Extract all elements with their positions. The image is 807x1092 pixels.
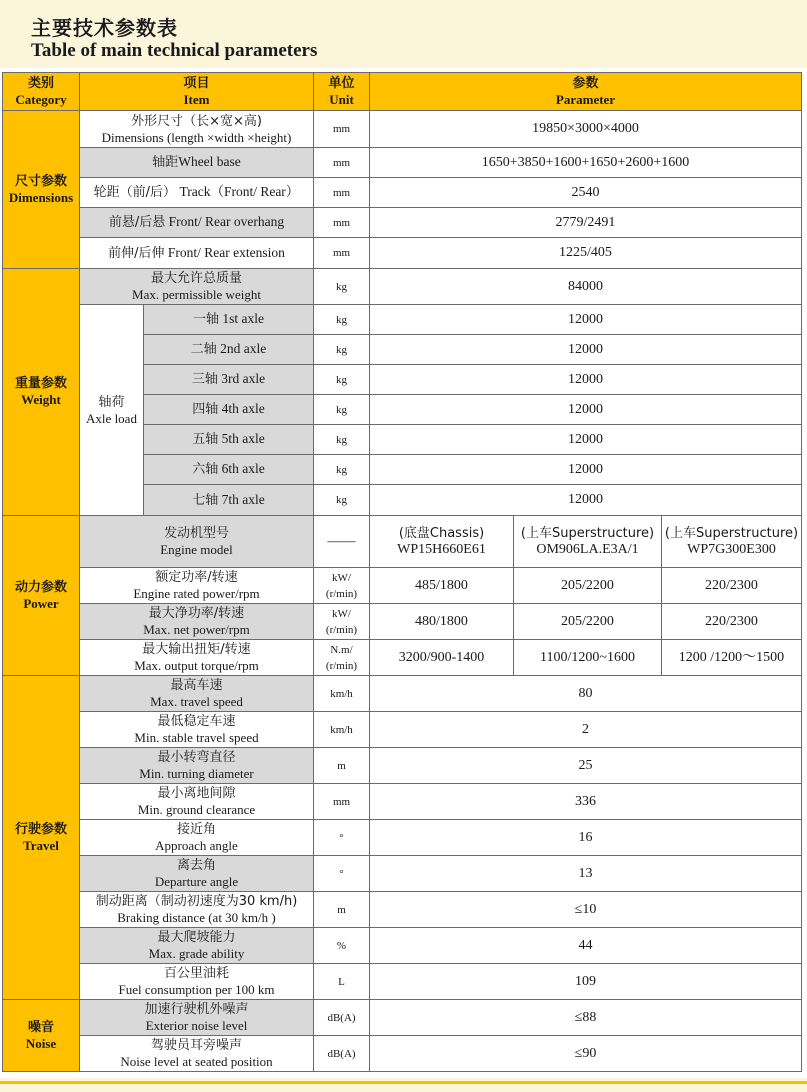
- value-cell: ≤90: [370, 1036, 802, 1072]
- table-row: [3, 604, 802, 640]
- footer-band: [0, 1078, 807, 1092]
- unit-cell: dB(A): [314, 1036, 370, 1072]
- unit-cell: km/h: [314, 712, 370, 748]
- item-label: 三轴 3rd axle: [144, 365, 314, 395]
- unit-cell: kg: [314, 425, 370, 455]
- unit-cell: kW/ (r/min): [314, 568, 370, 604]
- axle-load-group: 轴荷 Axle load: [80, 305, 144, 516]
- table-row: [3, 712, 802, 748]
- item-label: 轮距（前/后） Track（Front/ Rear）: [80, 178, 314, 208]
- table-row: [3, 208, 802, 238]
- unit-cell: mm: [314, 238, 370, 269]
- value-cell: 1200 /1200～1500: [662, 640, 802, 676]
- item-label: 最低稳定车速 Min. stable travel speed: [80, 712, 314, 748]
- page-title-cn: 主要技术参数表: [31, 16, 178, 40]
- unit-cell: kg: [314, 485, 370, 516]
- item-label: 发动机型号 Engine model: [80, 516, 314, 568]
- value-cell: 485/1800: [370, 568, 514, 604]
- table-header-row: [3, 73, 802, 111]
- value-cell: 336: [370, 784, 802, 820]
- value-cell: 220/2300: [662, 604, 802, 640]
- item-label: 百公里油耗 Fuel consumption per 100 km: [80, 964, 314, 1000]
- item-label: 轴距Wheel base: [80, 148, 314, 178]
- item-label: 驾驶员耳旁噪声 Noise level at seated position: [80, 1036, 314, 1072]
- value-cell: (底盘Chassis) WP15H660E61: [370, 516, 514, 568]
- item-label: 七轴 7th axle: [144, 485, 314, 516]
- table-row: [3, 1036, 802, 1072]
- unit-cell: mm: [314, 148, 370, 178]
- value-cell: 16: [370, 820, 802, 856]
- value-cell: 12000: [370, 485, 802, 516]
- title-banner: [0, 0, 807, 68]
- item-label: 四轴 4th axle: [144, 395, 314, 425]
- unit-cell: m: [314, 748, 370, 784]
- value-cell: 480/1800: [370, 604, 514, 640]
- unit-cell: kg: [314, 365, 370, 395]
- item-label: 最大净功率/转速 Max. net power/rpm: [80, 604, 314, 640]
- table-row: [3, 111, 802, 148]
- value-cell: 1225/405: [370, 238, 802, 269]
- value-cell: 25: [370, 748, 802, 784]
- unit-cell: kg: [314, 455, 370, 485]
- table-row: [3, 784, 802, 820]
- unit-cell: m: [314, 892, 370, 928]
- value-cell: 12000: [370, 395, 802, 425]
- value-cell: 19850×3000×4000: [370, 111, 802, 148]
- value-cell: 1650+3850+1600+1650+2600+1600: [370, 148, 802, 178]
- value-cell: 2779/2491: [370, 208, 802, 238]
- table-row: [3, 1000, 802, 1036]
- item-label: 最大输出扭矩/转速 Max. output torque/rpm: [80, 640, 314, 676]
- unit-cell: mm: [314, 208, 370, 238]
- unit-cell: kW/ (r/min): [314, 604, 370, 640]
- value-cell: 12000: [370, 365, 802, 395]
- value-cell: 205/2200: [514, 568, 662, 604]
- item-label: 前伸/后伸 Front/ Rear extension: [80, 238, 314, 269]
- value-cell: 220/2300: [662, 568, 802, 604]
- item-label: 外形尺寸（长×宽×高) Dimensions (length ×width ×height): [80, 111, 314, 148]
- value-cell: 1100/1200~1600: [514, 640, 662, 676]
- value-cell: 44: [370, 928, 802, 964]
- table-row: [3, 269, 802, 305]
- unit-cell: mm: [314, 178, 370, 208]
- table-row: [3, 820, 802, 856]
- unit-cell: mm: [314, 784, 370, 820]
- value-cell: (上车Superstructure) OM906LA.E3A/1: [514, 516, 662, 568]
- item-label: 接近角 Approach angle: [80, 820, 314, 856]
- category-weight: 重量参数 Weight: [3, 269, 80, 516]
- unit-cell: N.m/ (r/min): [314, 640, 370, 676]
- unit-cell: %: [314, 928, 370, 964]
- unit-cell: L: [314, 964, 370, 1000]
- value-cell: 12000: [370, 425, 802, 455]
- item-label: 前悬/后悬 Front/ Rear overhang: [80, 208, 314, 238]
- table-row: [3, 856, 802, 892]
- table-row: [3, 516, 802, 568]
- unit-cell: kg: [314, 395, 370, 425]
- item-label: 最大爬坡能力 Max. grade ability: [80, 928, 314, 964]
- table-row: [3, 305, 802, 335]
- value-cell: (上车Superstructure) WP7G300E300: [662, 516, 802, 568]
- header-unit: 单位 Unit: [314, 73, 370, 111]
- unit-cell: kg: [314, 269, 370, 305]
- value-cell: 12000: [370, 305, 802, 335]
- value-cell: 2540: [370, 178, 802, 208]
- item-label: 制动距离（制动初速度为30 km/h) Braking distance (at 30 km/h ): [80, 892, 314, 928]
- item-label: 最小离地间隙 Min. ground clearance: [80, 784, 314, 820]
- item-label: 二轴 2nd axle: [144, 335, 314, 365]
- unit-cell: ——: [314, 516, 370, 568]
- table-row: [3, 748, 802, 784]
- item-label: 最高车速 Max. travel speed: [80, 676, 314, 712]
- table-row: [3, 892, 802, 928]
- table-row: [3, 964, 802, 1000]
- value-cell: ≤88: [370, 1000, 802, 1036]
- header-item: 项目 Item: [80, 73, 314, 111]
- table-row: [3, 640, 802, 676]
- value-cell: 84000: [370, 269, 802, 305]
- unit-cell: °: [314, 820, 370, 856]
- table-row: [3, 148, 802, 178]
- unit-cell: kg: [314, 305, 370, 335]
- item-label: 五轴 5th axle: [144, 425, 314, 455]
- value-cell: 2: [370, 712, 802, 748]
- category-travel: 行驶参数 Travel: [3, 676, 80, 1000]
- header-category: 类别 Category: [3, 73, 80, 111]
- unit-cell: °: [314, 856, 370, 892]
- unit-cell: mm: [314, 111, 370, 148]
- value-cell: 80: [370, 676, 802, 712]
- page-title-en: Table of main technical parameters: [31, 40, 318, 61]
- value-cell: 13: [370, 856, 802, 892]
- category-power: 动力参数 Power: [3, 516, 80, 676]
- item-label: 加速行驶机外噪声 Exterior noise level: [80, 1000, 314, 1036]
- item-label: 六轴 6th axle: [144, 455, 314, 485]
- value-cell: ≤10: [370, 892, 802, 928]
- value-cell: 205/2200: [514, 604, 662, 640]
- header-parameter: 参数 Parameter: [370, 73, 802, 111]
- table-row: [3, 568, 802, 604]
- category-noise: 噪音 Noise: [3, 1000, 80, 1072]
- table-row: [3, 178, 802, 208]
- item-label: 额定功率/转速 Engine rated power/rpm: [80, 568, 314, 604]
- item-label: 最小转弯直径 Min. turning diameter: [80, 748, 314, 784]
- table-row: [3, 676, 802, 712]
- table-row: [3, 928, 802, 964]
- item-label: 最大允许总质量 Max. permissible weight: [80, 269, 314, 305]
- unit-cell: dB(A): [314, 1000, 370, 1036]
- parameter-table: [2, 72, 802, 1072]
- table-row: [3, 238, 802, 269]
- unit-cell: kg: [314, 335, 370, 365]
- value-cell: 12000: [370, 335, 802, 365]
- unit-cell: km/h: [314, 676, 370, 712]
- value-cell: 12000: [370, 455, 802, 485]
- value-cell: 3200/900-1400: [370, 640, 514, 676]
- item-label: 一轴 1st axle: [144, 305, 314, 335]
- item-label: 离去角 Departure angle: [80, 856, 314, 892]
- value-cell: 109: [370, 964, 802, 1000]
- category-dimensions: 尺寸参数 Dimensions: [3, 111, 80, 269]
